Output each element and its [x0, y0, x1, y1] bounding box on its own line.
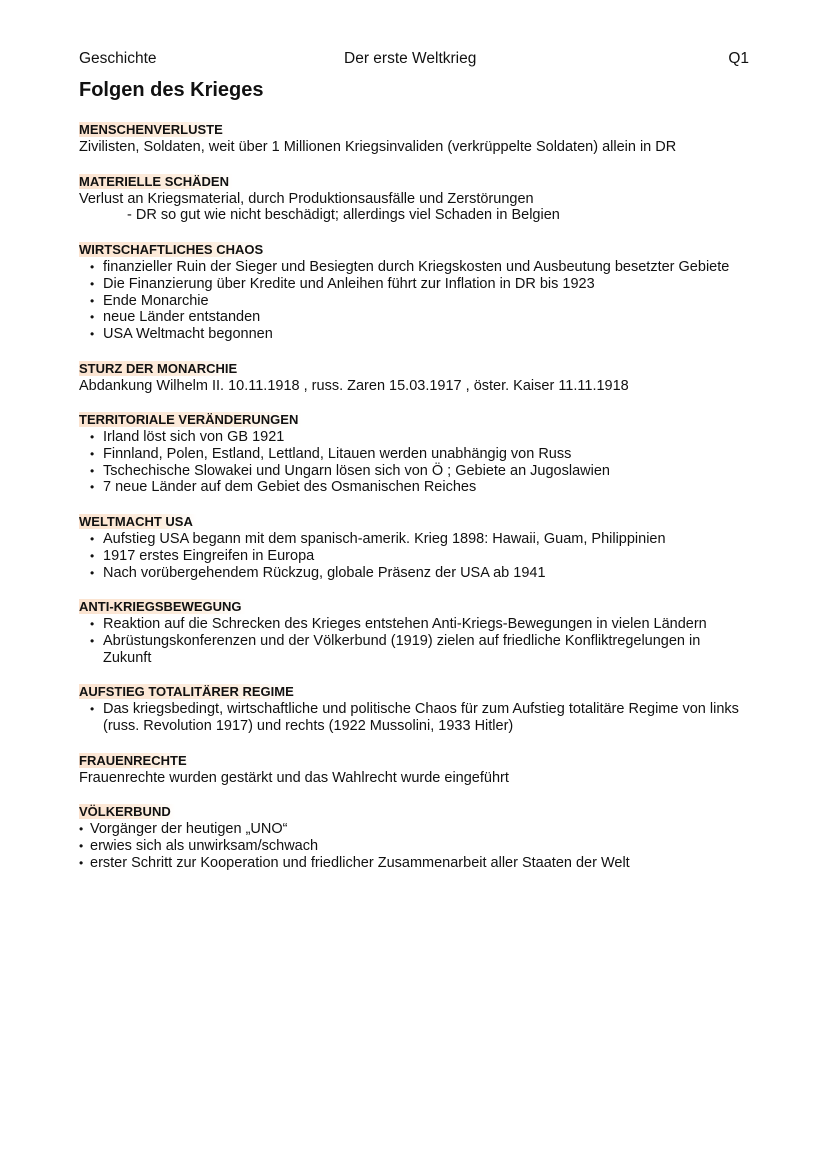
section-wirtschaftliches-chaos — [79, 241, 751, 343]
bullet-list — [79, 616, 751, 666]
section-heading: FRAUENRECHTE — [79, 753, 191, 768]
section-aufstieg-totalitaerer-regime — [79, 683, 751, 734]
list-item: • Vorgänger der heutigen „UNO“ — [79, 821, 751, 838]
course-label: Q1 — [728, 50, 749, 67]
section-heading: MENSCHENVERLUSTE — [79, 122, 227, 137]
section-heading: ANTI-KRIEGSBEWEGUNG — [79, 599, 246, 614]
bullet-list — [79, 429, 751, 496]
document-body — [79, 121, 751, 889]
section-sturz-der-monarchie — [79, 360, 751, 395]
list-item: • USA Weltmacht begonnen — [90, 326, 751, 343]
section-anti-kriegsbewegung — [79, 598, 751, 666]
topic-label: Der erste Weltkrieg — [344, 50, 477, 67]
bullet-list — [79, 821, 751, 871]
list-item: • Abrüstungskonferenzen und der Völkerbund (1919) zielen auf friedliche Konfliktregelungen in Zukunft — [90, 633, 739, 666]
list-item: • neue Länder entstanden — [90, 309, 751, 326]
section-heading: WELTMACHT USA — [79, 514, 197, 529]
list-item: • 7 neue Länder auf dem Gebiet des Osmanischen Reiches — [90, 479, 751, 496]
section-heading: MATERIELLE SCHÄDEN — [79, 174, 233, 189]
section-weltmacht-usa — [79, 513, 751, 581]
section-heading: VÖLKERBUND — [79, 804, 175, 819]
list-item: • erster Schritt zur Kooperation und friedlicher Zusammenarbeit aller Staaten der Welt — [79, 855, 751, 872]
list-item: • Das kriegsbedingt, wirtschaftliche und politische Chaos für zum Aufstieg totalitäre Regime von links (russ. Revolution 1917) und rechts (1922 Mussolini, 1933 Hitler) — [90, 701, 751, 734]
list-item: • 1917 erstes Eingreifen in Europa — [90, 548, 751, 565]
page-title: Folgen des Krieges — [79, 79, 264, 101]
list-item: • Die Finanzierung über Kredite und Anleihen führt zur Inflation in DR bis 1923 — [90, 276, 751, 293]
section-territoriale-veraenderungen — [79, 411, 751, 496]
section-heading: AUFSTIEG TOTALITÄRER REGIME — [79, 684, 298, 699]
section-subtext: - DR so gut wie nicht beschädigt; allerdings viel Schaden in Belgien — [127, 207, 560, 224]
section-voelkerbund — [79, 803, 751, 871]
list-item: • Aufstieg USA begann mit dem spanisch-amerik. Krieg 1898: Hawaii, Guam, Philippinien — [90, 531, 751, 548]
list-item: • Finnland, Polen, Estland, Lettland, Litauen werden unabhängig von Russ — [90, 446, 751, 463]
section-menschenverluste — [79, 121, 751, 156]
bullet-list — [79, 701, 751, 734]
list-item: • Ende Monarchie — [90, 293, 751, 310]
section-text: Frauenrechte wurden gestärkt und das Wahlrecht wurde eingeführt — [79, 769, 509, 786]
bullet-list — [79, 259, 751, 343]
bullet-list — [79, 531, 751, 581]
section-frauenrechte — [79, 752, 751, 787]
section-heading: STURZ DER MONARCHIE — [79, 361, 241, 376]
page-header — [79, 50, 749, 70]
section-materielle-schaeden — [79, 173, 751, 224]
list-item: • Reaktion auf die Schrecken des Krieges entstehen Anti-Kriegs-Bewegungen in vielen Ländern — [90, 616, 751, 633]
section-heading: WIRTSCHAFTLICHES CHAOS — [79, 242, 267, 257]
section-text: Zivilisten, Soldaten, weit über 1 Millionen Kriegsinvaliden (verkrüppelte Soldaten) allein in DR — [79, 139, 677, 155]
list-item: • Irland löst sich von GB 1921 — [90, 429, 751, 446]
section-heading: TERRITORIALE VERÄNDERUNGEN — [79, 412, 302, 427]
list-item: • Tschechische Slowakei und Ungarn lösen sich von Ö ; Gebiete an Jugoslawien — [90, 463, 751, 480]
section-text: Abdankung Wilhelm II. 10.11.1918 , russ. Zaren 15.03.1917 , öster. Kaiser 11.11.1918 — [79, 377, 629, 394]
list-item: • Nach vorübergehendem Rückzug, globale Präsenz der USA ab 1941 — [90, 565, 751, 582]
list-item: • erwies sich als unwirksam/schwach — [79, 838, 751, 855]
subject-label: Geschichte — [79, 50, 157, 67]
list-item: • finanzieller Ruin der Sieger und Besiegten durch Kriegskosten und Ausbeutung besetzter Gebiete — [90, 259, 733, 276]
section-text: Verlust an Kriegsmaterial, durch Produktionsausfälle und Zerstörungen — [79, 190, 534, 207]
